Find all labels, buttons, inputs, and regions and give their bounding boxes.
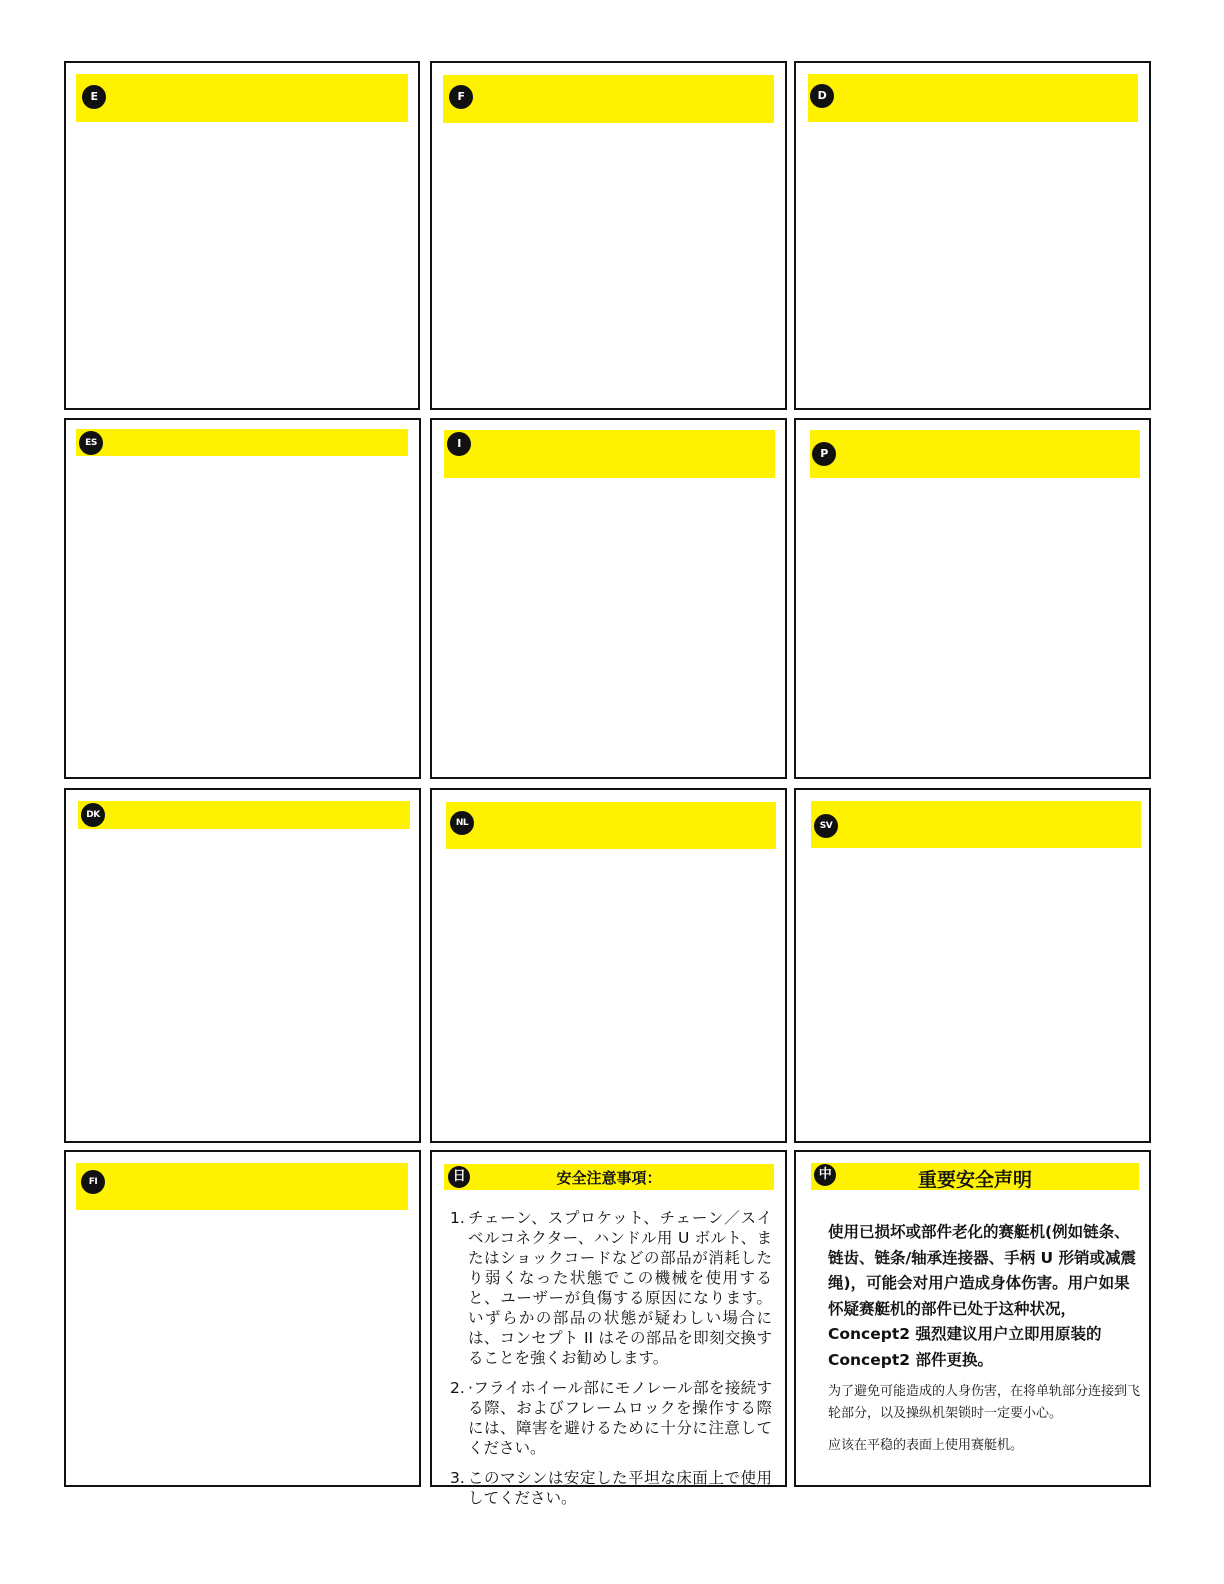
- language-badge-f: F: [449, 85, 473, 109]
- panel-japanese: [430, 1150, 787, 1507]
- japanese-safety-title: 安全注意事項：: [556, 1168, 662, 1187]
- panel-es: [64, 418, 421, 779]
- language-badge-dk: DK: [81, 803, 105, 827]
- header-bar: [444, 430, 775, 478]
- panel-f: [430, 61, 787, 410]
- language-badge-ja: 日: [448, 1166, 470, 1188]
- header-bar: [443, 75, 774, 123]
- header-bar: [811, 1163, 1139, 1190]
- header-bar: [811, 801, 1141, 848]
- header-bar: [76, 429, 408, 456]
- panel-nl: [430, 788, 787, 1143]
- language-badge-e: E: [82, 85, 106, 109]
- language-badge-fi: FI: [81, 1170, 105, 1194]
- list-item: [450, 1208, 772, 1368]
- panel-i: [430, 418, 787, 779]
- panel-p: [794, 418, 1151, 779]
- item-number: 2.: [450, 1379, 465, 1397]
- language-badge-nl: NL: [450, 811, 474, 835]
- panel-sv: [794, 788, 1151, 1143]
- header-bar: [76, 1163, 408, 1210]
- list-item: [450, 1468, 772, 1508]
- item-text: チェーン、スプロケット、チェーン／スイベルコネクター、ハンドル用 U ボルト、またはショックコードなどの部品が消耗したり弱くなった状態でこの機械を使用すると、ユーザーが負傷する原因になります。いずらかの部品の状態が疑わしい場合には、コンセプト II はその部品を即刻交換することを強くお勧めします。: [468, 1209, 772, 1367]
- language-badge-es: ES: [79, 431, 103, 455]
- language-badge-d: D: [810, 84, 834, 108]
- panel-fi: [64, 1150, 421, 1487]
- panel-chinese: [794, 1150, 1151, 1487]
- header-bar: [76, 74, 408, 122]
- panel-e: [64, 61, 420, 410]
- panel-d: [794, 61, 1151, 410]
- item-text: このマシンは安定した平坦な床面上で使用してください。: [468, 1469, 772, 1507]
- language-badge-p: P: [812, 442, 836, 466]
- header-bar: [78, 801, 410, 829]
- item-number: 1.: [450, 1209, 465, 1227]
- chinese-note-2: 应该在平稳的表面上使用赛艇机。: [828, 1438, 1024, 1453]
- language-badge-sv: SV: [814, 814, 838, 838]
- header-bar: [444, 1164, 774, 1190]
- panel-dk: [64, 788, 421, 1143]
- language-badge-zh: 中: [814, 1164, 836, 1186]
- chinese-warning-text: 使用已损坏或部件老化的赛艇机(例如链条、链齿、链条/轴承连接器、手柄 U 形销或减震绳)，可能会对用户造成身体伤害。用户如果怀疑赛艇机的部件已处于这种状况，Concept2 强烈建议用户立即用原装的 Concept2 部件更换。: [828, 1223, 1137, 1369]
- header-bar: [446, 802, 776, 849]
- japanese-safety-list: [450, 1208, 772, 1518]
- language-badge-i: I: [447, 432, 471, 456]
- item-number: 3.: [450, 1469, 465, 1487]
- header-bar: [810, 430, 1140, 478]
- item-text: ·フライホイール部にモノレール部を接続する際、およびフレームロックを操作する際には、障害を避けるために十分に注意してください。: [468, 1379, 772, 1457]
- chinese-safety-title: 重要安全声明: [917, 1169, 1032, 1191]
- chinese-note-1: 为了避免可能造成的人身伤害，在将单轨部分连接到飞轮部分，以及操纵机架锁时一定要小心。: [828, 1384, 1141, 1421]
- list-item: [450, 1378, 772, 1458]
- header-bar: [808, 74, 1138, 122]
